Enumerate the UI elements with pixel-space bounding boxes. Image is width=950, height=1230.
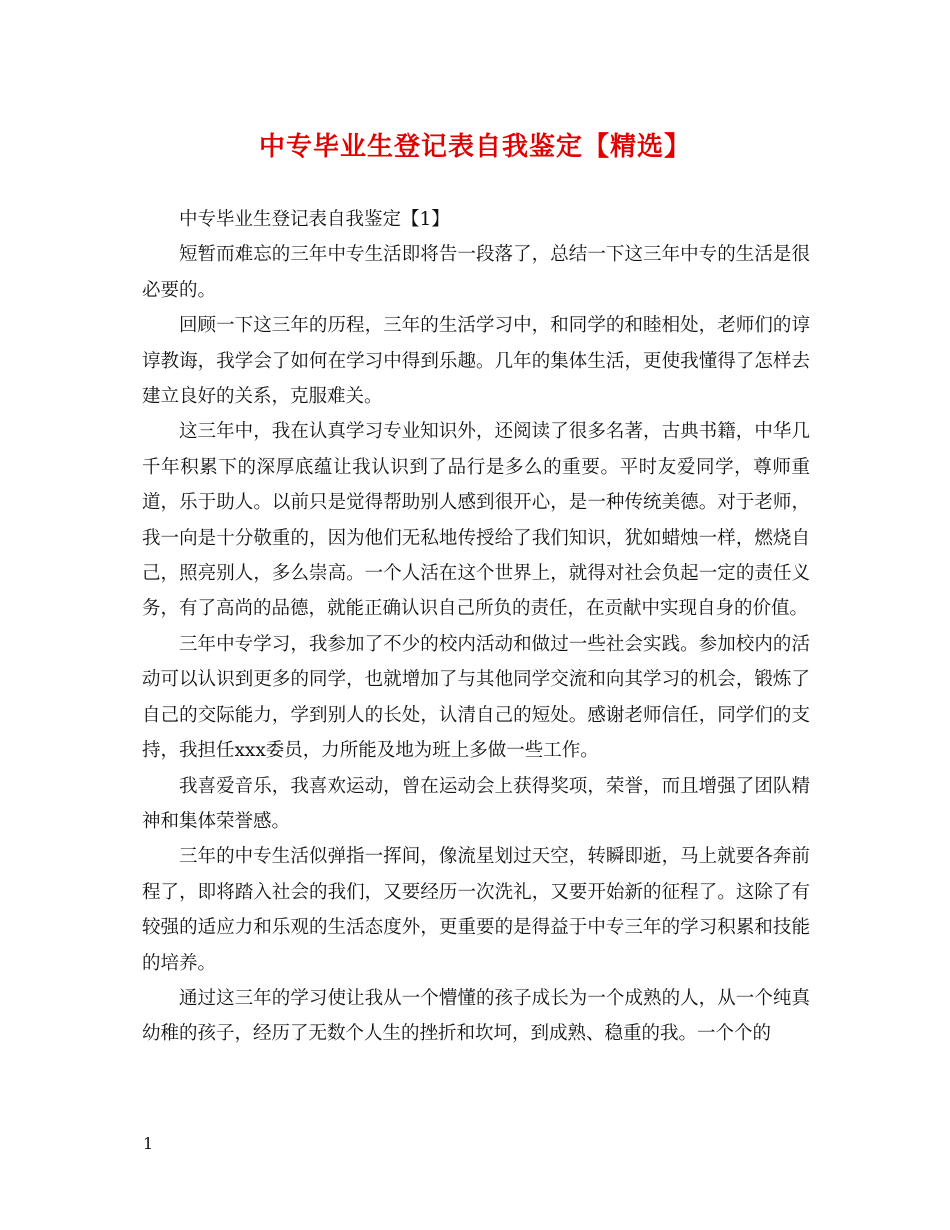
section-heading: 中专毕业生登记表自我鉴定【1】 (179, 209, 450, 230)
paragraph: 这三年中，我在认真学习专业知识外，还阅读了很多名著，古典书籍，中华几千年积累下的深厚底蕴让我认识到了品行是多么的重要。平时友爱同学，尊师重道，乐于助人。以前只是觉得帮助别人感到很开心，是一种传统美德。对于老师，我一向是十分敬重的，因为他们无私地传授给了我们知识，犹如蜡烛一样，燃烧自己，照亮别人，多么崇高。一个人活在这个世界上，就得对社会负起一定的责任义务，有了高尚的品德，就能正确认识自己所负的责任，在贡献中实现自身的价值。 (142, 421, 810, 620)
paragraph: 三年的中专生活似弹指一挥间，像流星划过天空，转瞬即逝，马上就要各奔前程了，即将踏入社会的我们，又要经历一次洗礼，又要开始新的征程了。这除了有较强的适应力和乐观的生活态度外，更重要的是得益于中专三年的学习积累和技能的培养。 (142, 846, 810, 974)
paragraph: 我喜爱音乐，我喜欢运动，曾在运动会上获得奖项，荣誉，而且增强了团队精神和集体荣誉感。 (142, 775, 810, 832)
paragraph: 三年中专学习，我参加了不少的校内活动和做过一些社会实践。参加校内的活动可以认识到更多的同学，也就增加了与其他同学交流和向其学习的机会，锻炼了自己的交际能力，学到别人的长处，认清自己的短处。感谢老师信任，同学们的支持，我担任xxx委员，力所能及地为班上多做一些工作。 (142, 633, 810, 762)
page-title: 中专毕业生登记表自我鉴定【精选】 (258, 132, 691, 162)
document-body (142, 202, 810, 1052)
paragraph: 短暂而难忘的三年中专生活即将告一段落了，总结一下这三年中专的生活是很必要的。 (142, 244, 810, 301)
paragraph: 通过这三年的学习使让我从一个懵懂的孩子成长为一个成熟的人，从一个纯真幼稚的孩子，经历了无数个人生的挫折和坎坷，到成熟、稳重的我。一个个的 (142, 987, 810, 1045)
paragraph: 回顾一下这三年的历程，三年的生活学习中，和同学的和睦相处，老师们的谆谆教诲，我学会了如何在学习中得到乐趣。几年的集体生活，更使我懂得了怎样去建立良好的关系，克服难关。 (142, 315, 810, 408)
page-number: 1 (143, 1134, 154, 1153)
